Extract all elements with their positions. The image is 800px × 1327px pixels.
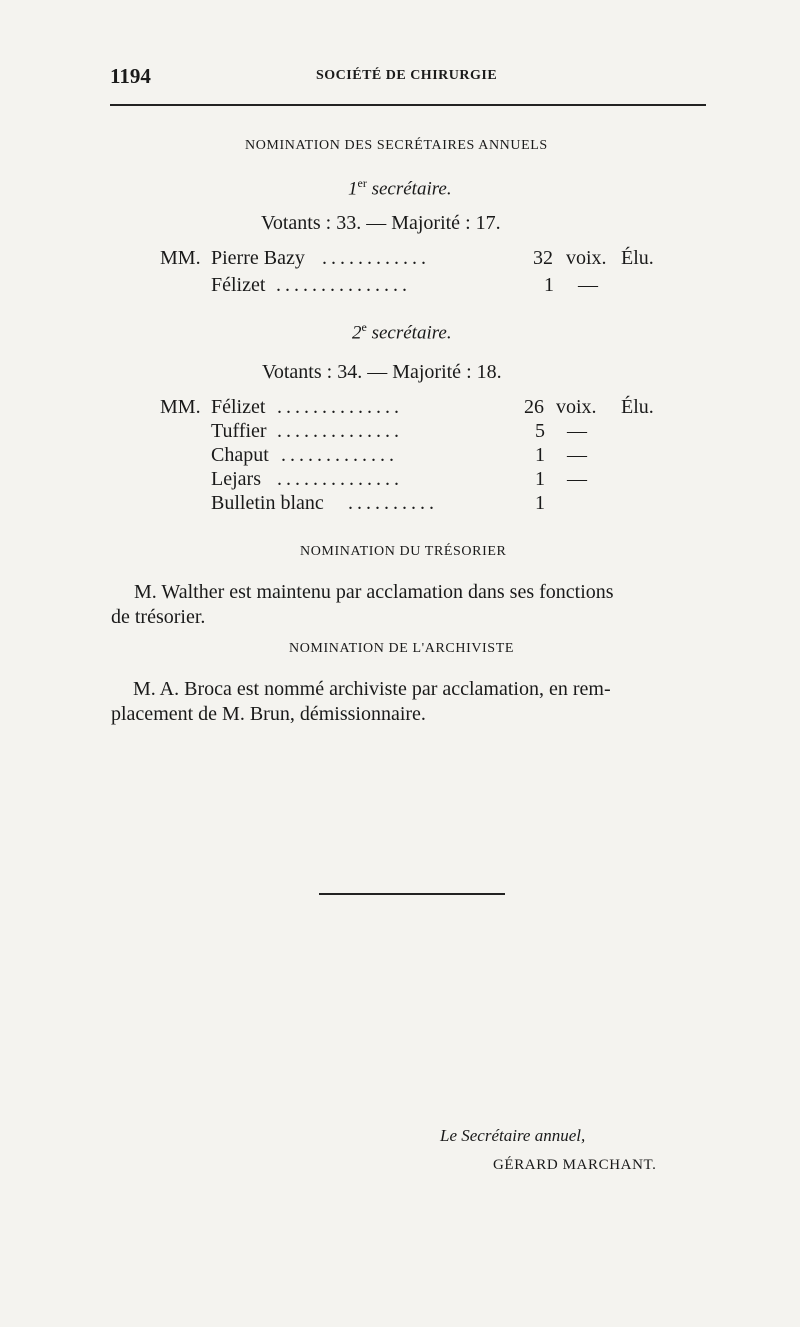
vote-row-name: Bulletin blanc [211, 492, 324, 514]
first-secretary-sup: er [357, 176, 367, 190]
second-secretary-num: 2 [352, 322, 362, 344]
vote-row-unit: voix. [566, 247, 607, 269]
vote-row-name: Félizet [211, 274, 266, 296]
vote-row-count: 26 [524, 396, 544, 418]
first-secretary-label [348, 176, 452, 200]
vote-row-dots: .............. [277, 420, 403, 442]
second-secretary-text: secrétaire. [371, 322, 452, 344]
vote-row-count: 1 [535, 492, 545, 514]
vote-row-count: 1 [535, 444, 545, 466]
first-secretary-num: 1 [348, 178, 358, 200]
vote-row-unit: — [578, 274, 598, 296]
section-heading-archiviste: NOMINATION DE L'ARCHIVISTE [289, 641, 514, 656]
vote-row-unit: — [567, 444, 587, 466]
vote-row-unit: — [567, 468, 587, 490]
vote-row-dots: ............ [322, 247, 430, 269]
vote-row-dots: .............. [277, 396, 403, 418]
archiviste-line-1: M. A. Broca est nommé archiviste par acclamation, en rem- [133, 678, 611, 700]
vote-row-name: Chaput [211, 444, 269, 466]
archiviste-line-2: placement de M. Brun, démissionnaire. [111, 703, 426, 725]
signature-role: Le Secrétaire annuel, [440, 1126, 586, 1145]
end-rule [319, 893, 505, 895]
running-title: SOCIÉTÉ DE CHIRURGIE [316, 68, 498, 83]
second-secretary-sup: e [361, 320, 367, 334]
vote-row-dots: .......... [348, 492, 438, 514]
vote-row-dots: .............. [277, 468, 403, 490]
vote-row-unit: — [567, 420, 587, 442]
vote-row-name: Tuffier [211, 420, 267, 442]
vote-row-name: Félizet [211, 396, 266, 418]
vote-row-dots: ............. [281, 444, 398, 466]
first-votes-line: Votants : 33. — Majorité : 17. [261, 212, 501, 234]
vote-row-count: 1 [544, 274, 554, 296]
vote-row-dots: ............... [276, 274, 411, 296]
section-heading-tresorier: NOMINATION DU TRÉSORIER [300, 544, 507, 559]
second-secretary-label [352, 320, 452, 344]
tresorier-line-2: de trésorier. [111, 606, 206, 628]
second-votes-line: Votants : 34. — Majorité : 18. [262, 361, 502, 383]
vote-row-count: 5 [535, 420, 545, 442]
vote-row-result: Élu. [621, 247, 654, 269]
tresorier-line-1: M. Walther est maintenu par acclamation dans ses fonctions [134, 581, 614, 603]
page-number: 1194 [110, 64, 151, 88]
vote-row-count: 32 [533, 247, 553, 269]
vote-row-name: Pierre Bazy [211, 247, 305, 269]
vote-row-result: Élu. [621, 396, 654, 418]
first-prefix: MM. [160, 247, 201, 269]
signature-name: GÉRARD MARCHANT. [493, 1157, 657, 1173]
vote-row-name: Lejars [211, 468, 261, 490]
first-secretary-text: secrétaire. [371, 178, 452, 200]
second-prefix: MM. [160, 396, 201, 418]
header-rule [110, 104, 706, 106]
vote-row-count: 1 [535, 468, 545, 490]
section-heading-secretaires: NOMINATION DES SECRÉTAIRES ANNUELS [245, 138, 548, 153]
vote-row-unit: voix. [556, 396, 597, 418]
